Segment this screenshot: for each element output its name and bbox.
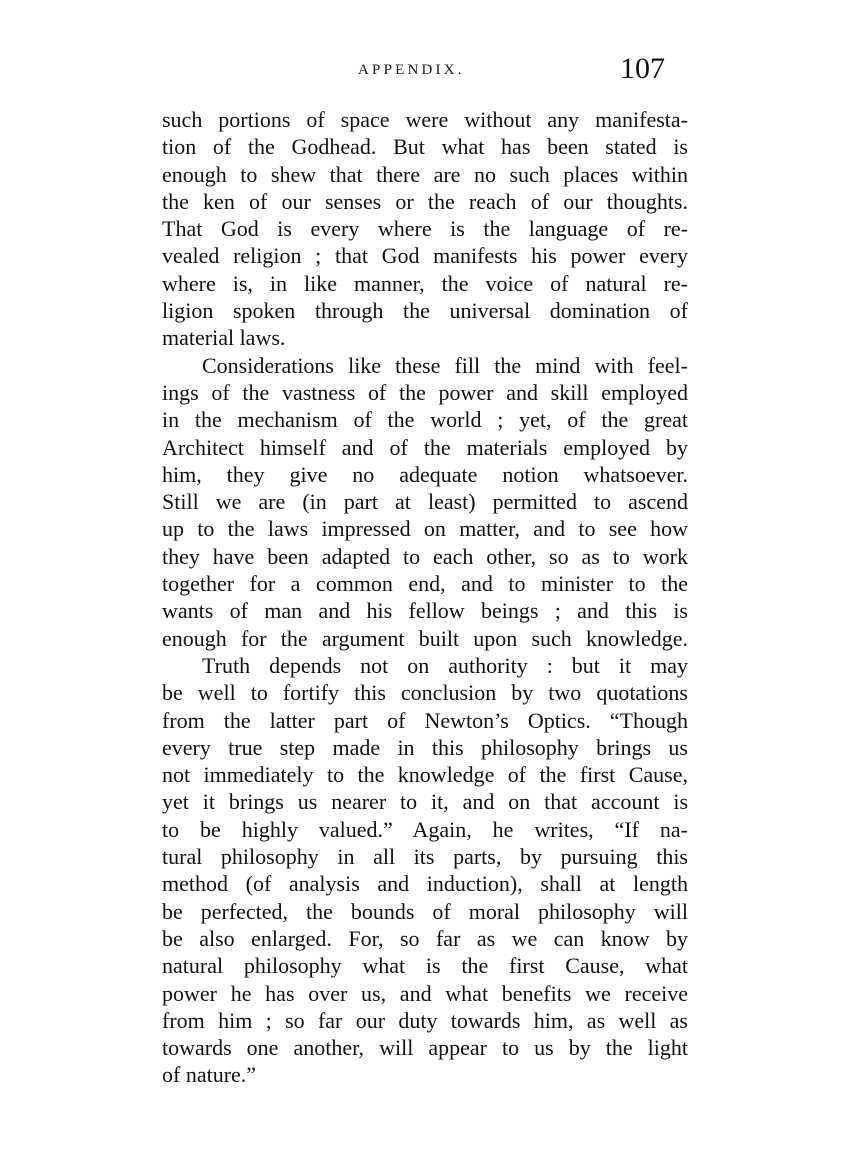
text-line: ligion spoken through the universal domination of (162, 298, 688, 324)
text-line: where is, in like manner, the voice of natural re- (162, 270, 688, 296)
text-line: yet it brings us nearer to it, and on that account is (162, 789, 688, 815)
text-line: him, they give no adequate notion whatsoever. (162, 461, 688, 487)
text-line: of nature.” (162, 1062, 257, 1088)
text-line: such portions of space were without any manifesta- (162, 107, 688, 132)
text-line: be well to fortify this conclusion by two quotations (162, 680, 688, 706)
text-line: towards one another, will appear to us by the light (162, 1035, 688, 1061)
text-line: enough to shew that there are no such places within (162, 161, 688, 187)
text-line: the ken of our senses or the reach of our thoughts. (162, 188, 688, 214)
text-line: enough for the argument built upon such knowledge. (162, 625, 688, 651)
body-text (162, 106, 688, 1089)
running-head: APPENDIX. (358, 62, 465, 78)
text-line: to be highly valued.” Again, he writes, “If na- (162, 816, 688, 842)
text-line: wants of man and his fellow beings ; and this is (162, 598, 688, 624)
text-line: in the mechanism of the world ; yet, of the great (162, 407, 688, 433)
text-line: Architect himself and of the materials employed by (162, 434, 688, 460)
text-line: from him ; so far our duty towards him, as well as (162, 1007, 688, 1033)
text-line: Still we are (in part at least) permitted to ascend (162, 489, 688, 515)
text-line: That God is every where is the language of re- (162, 216, 688, 242)
text-line: every true step made in this philosophy brings us (162, 734, 688, 760)
text-line: from the latter part of Newton’s Optics. “Though (162, 707, 688, 733)
text-line: tion of the Godhead. But what has been stated is (162, 134, 688, 160)
page-number: 107 (620, 52, 665, 85)
text-line: be also enlarged. For, so far as we can know by (162, 925, 688, 951)
text-line: be perfected, the bounds of moral philosophy will (162, 898, 688, 924)
text-line: power he has over us, and what benefits we receive (162, 980, 688, 1006)
text-line: method (of analysis and induction), shall at length (162, 871, 688, 897)
text-line: material laws. (162, 325, 286, 351)
text-line: tural philosophy in all its parts, by pursuing this (162, 844, 688, 870)
text-line: they have been adapted to each other, so as to work (162, 543, 688, 569)
text-line: Considerations like these fill the mind with feel- (202, 352, 688, 378)
text-line: natural philosophy what is the first Cause, what (162, 953, 688, 979)
text-line: not immediately to the knowledge of the first Cause, (162, 762, 688, 788)
text-line: Truth depends not on authority : but it may (202, 652, 688, 678)
text-line: up to the laws impressed on matter, and to see how (162, 516, 688, 542)
text-line: together for a common end, and to minister to the (162, 571, 688, 597)
text-line: ings of the vastness of the power and skill employed (162, 379, 688, 405)
text-line: vealed religion ; that God manifests his power every (162, 243, 688, 269)
